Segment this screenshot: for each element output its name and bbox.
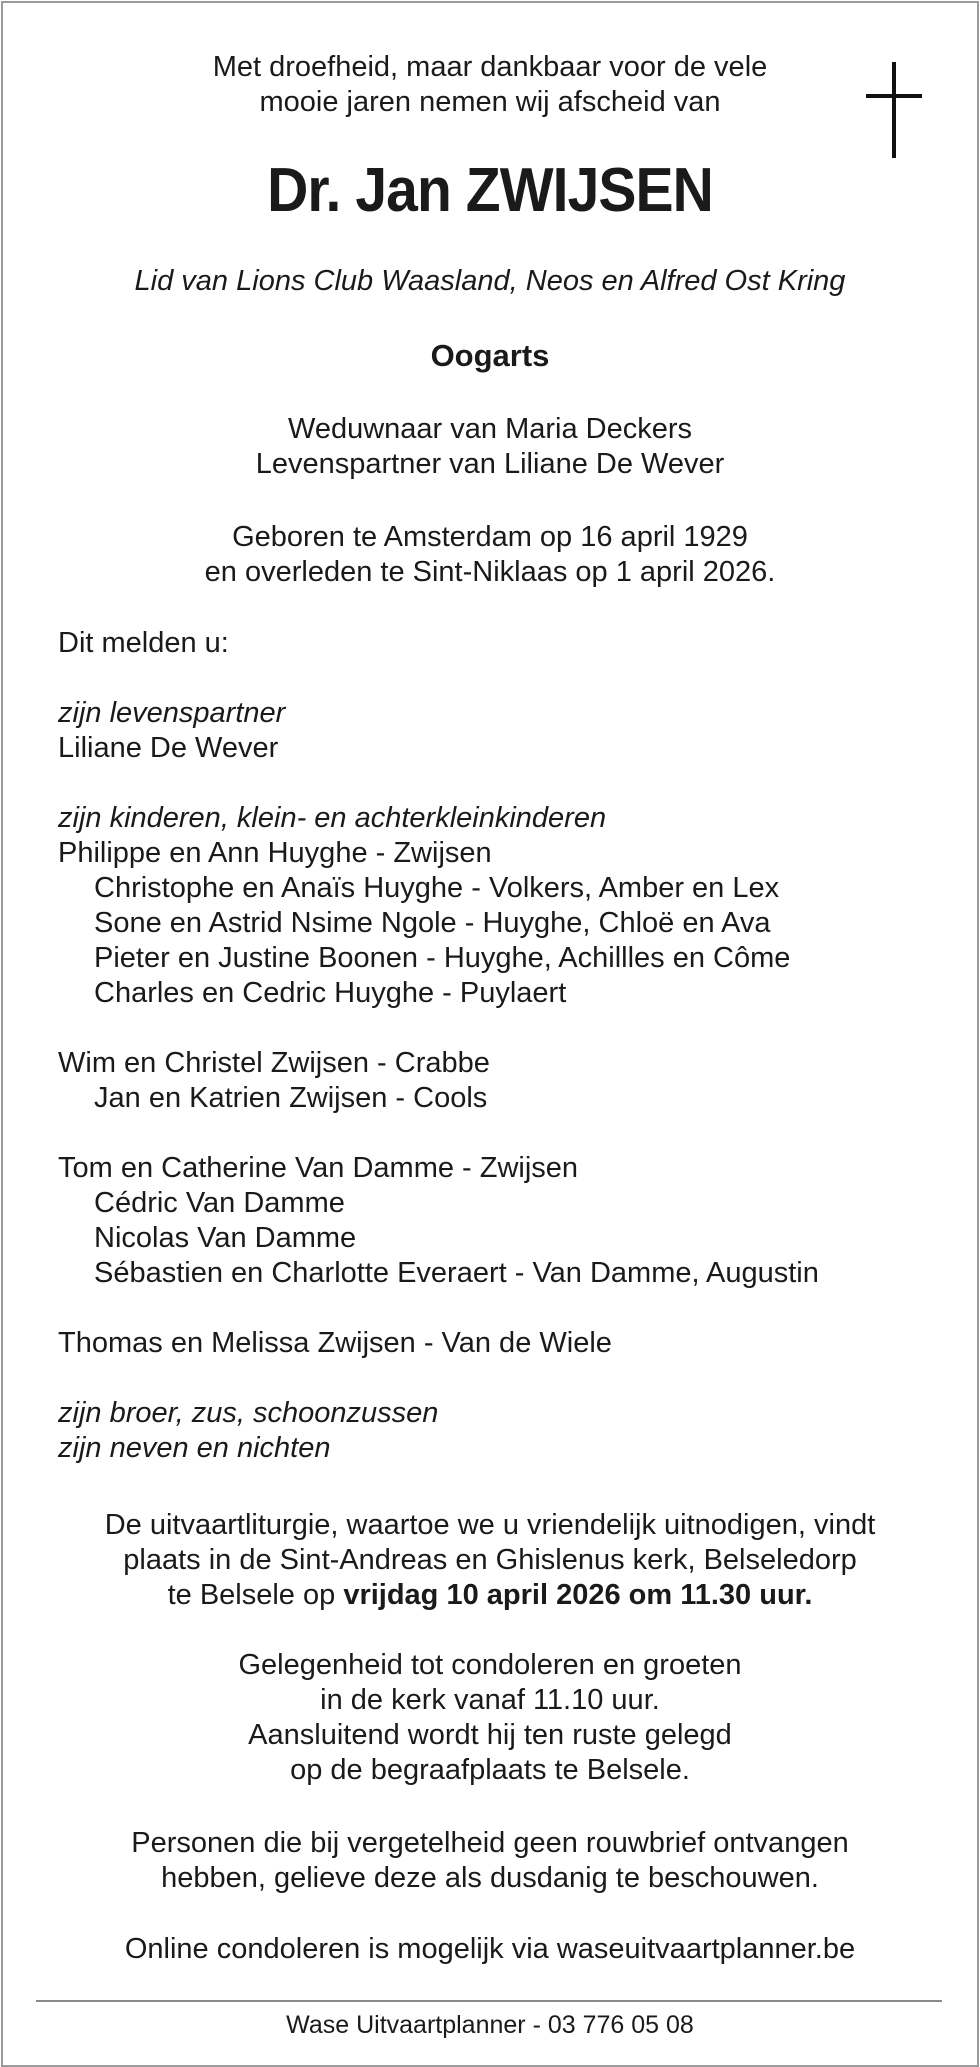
liturgy-datetime: vrijdag 10 april 2026 om 11.30 uur. bbox=[343, 1579, 813, 1611]
deceased-name: Dr. Jan ZWIJSEN bbox=[267, 156, 713, 225]
persons-line: hebben, gelieve deze als dusdanig te beschouwen. bbox=[161, 1862, 819, 1894]
partner-label: zijn levenspartner bbox=[58, 697, 286, 729]
condolence-line: Aansluitend wordt hij ten ruste gelegd bbox=[248, 1719, 732, 1751]
membership-text: Lid van Lions Club Waasland, Neos en Alfred Ost Kring bbox=[134, 265, 846, 297]
intro-text bbox=[0, 50, 980, 120]
died-line: en overleden te Sint-Niklaas op 1 april 2026. bbox=[204, 556, 776, 588]
family-member: Pieter en Justine Boonen - Huyghe, Achillles en Côme bbox=[94, 942, 791, 974]
condolence-line: Gelegenheid tot condoleren en groeten bbox=[238, 1649, 742, 1681]
family-member: Jan en Katrien Zwijsen - Cools bbox=[94, 1082, 488, 1114]
intro-line: Met droefheid, maar dankbaar voor de vele bbox=[212, 51, 768, 83]
online-text: Online condoleren is mogelijk via waseuitvaartplanner.be bbox=[124, 1933, 856, 1965]
family-member: Charles en Cedric Huyghe - Puylaert bbox=[94, 977, 567, 1009]
membership bbox=[0, 264, 980, 299]
profession bbox=[0, 338, 980, 373]
family-member: Cédric Van Damme bbox=[94, 1187, 345, 1219]
family-announcement bbox=[58, 626, 958, 1466]
liturgy-line: plaats in de Sint-Andreas en Ghislenus kerk, Belseledorp bbox=[123, 1544, 857, 1576]
family-member: Sone en Astrid Nsime Ngole - Huyghe, Chloë en Ava bbox=[94, 907, 771, 939]
intro-line: mooie jaren nemen wij afscheid van bbox=[259, 86, 721, 118]
family-head: Philippe en Ann Huyghe - Zwijsen bbox=[58, 837, 492, 869]
family-member: Sébastien en Charlotte Everaert - Van Damme, Augustin bbox=[94, 1257, 819, 1289]
family-member: Nicolas Van Damme bbox=[94, 1222, 357, 1254]
relatives-line: zijn broer, zus, schoonzussen bbox=[58, 1397, 439, 1429]
profession-text: Oogarts bbox=[430, 338, 550, 373]
marital-status bbox=[0, 412, 980, 482]
relatives-line: zijn neven en nichten bbox=[58, 1432, 331, 1464]
family-head: Thomas en Melissa Zwijsen - Van de Wiele bbox=[58, 1327, 612, 1359]
born-line: Geboren te Amsterdam op 16 april 1929 bbox=[232, 521, 748, 553]
persons-line: Personen die bij vergetelheid geen rouwbrief ontvangen bbox=[131, 1827, 849, 1859]
family-head: Tom en Catherine Van Damme - Zwijsen bbox=[58, 1152, 579, 1184]
online-condolence bbox=[0, 1932, 980, 1967]
liturgy-line bbox=[0, 1578, 980, 1613]
condolence-info bbox=[0, 1648, 980, 1788]
persons-notice bbox=[0, 1826, 980, 1896]
announce-text: Dit melden u: bbox=[58, 627, 229, 659]
family-head: Wim en Christel Zwijsen - Crabbe bbox=[58, 1047, 490, 1079]
family-member: Christophe en Anaïs Huyghe - Volkers, Amber en Lex bbox=[94, 872, 780, 904]
footer-divider bbox=[36, 2000, 942, 2002]
liturgy-prefix: te Belsele op bbox=[167, 1579, 344, 1611]
widower-line: Weduwnaar van Maria Deckers bbox=[287, 413, 693, 445]
condolence-line: in de kerk vanaf 11.10 uur. bbox=[320, 1684, 660, 1716]
liturgy-info bbox=[0, 1508, 980, 1613]
footer-text: Wase Uitvaartplanner - 03 776 05 08 bbox=[286, 2011, 694, 2039]
partner-name: Liliane De Wever bbox=[58, 732, 279, 764]
birth-death bbox=[0, 520, 980, 590]
partner-line: Levenspartner van Liliane De Wever bbox=[255, 448, 725, 480]
liturgy-line: De uitvaartliturgie, waartoe we u vriendelijk uitnodigen, vindt bbox=[104, 1509, 876, 1541]
family-label: zijn kinderen, klein- en achterkleinkinderen bbox=[58, 802, 607, 834]
condolence-line: op de begraafplaats te Belsele. bbox=[290, 1754, 690, 1786]
